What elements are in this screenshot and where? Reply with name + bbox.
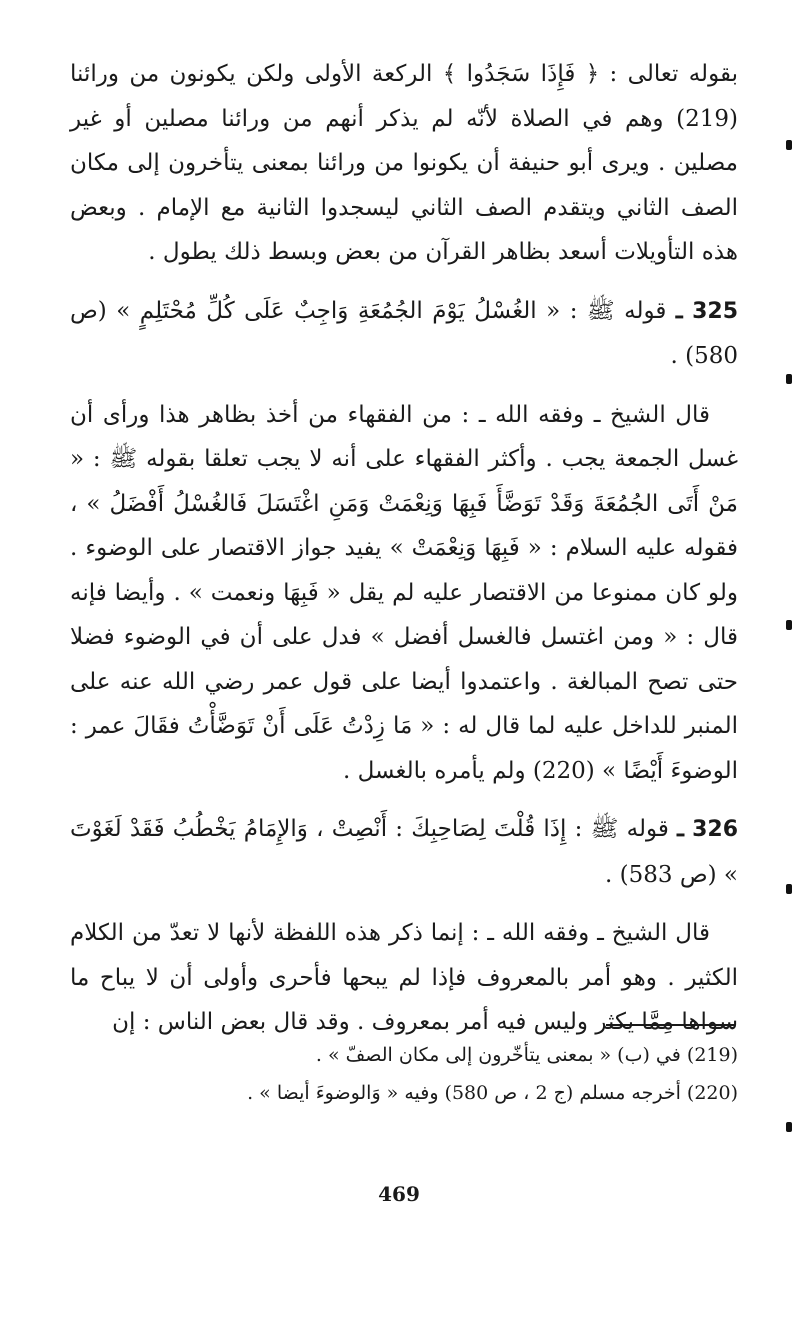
entry-number: 326 <box>692 817 739 842</box>
margin-mark <box>786 140 792 150</box>
margin-mark <box>786 620 792 630</box>
entry-dash: ـ <box>677 815 684 842</box>
hadith-entry-325 <box>70 289 738 379</box>
margin-mark <box>786 1122 792 1132</box>
margin-mark <box>786 374 792 384</box>
hadith-entry-text <box>70 807 738 897</box>
hadith-entry-text <box>70 289 738 379</box>
entry-number: 325 <box>692 298 739 324</box>
entry-dash: ـ <box>675 296 683 324</box>
margin-mark <box>786 884 792 894</box>
commentary-325 <box>70 393 738 794</box>
footnote-219: (219) في (ب) « بمعنى يتأخّرون إلى مكان الصفّ » . <box>315 1044 738 1066</box>
intro-paragraph: بقوله تعالى : ﴿ فَإِذَا سَجَدُوا ﴾ الركعة الأولى ولكن يكونون من ورائنا (219) وهم في الصلاة لأنّه لم يذكر أنهم من ورائنا مصلين أو غير مصلين . ويرى أبو حنيفة أن يكونوا من ورائنا بمعنى يتأخرون إلى مكان الصف الثاني ويتقدم الصف الثاني ليسجدوا الثانية مع الإمام . وبعض هذه التأويلات أسعد بظاهر القرآن من بعض وبسط ذلك يطول . <box>70 61 738 265</box>
page-body <box>70 52 738 1059</box>
page-number: 469 <box>378 1182 420 1206</box>
footnotes <box>70 1036 738 1112</box>
footnote-divider <box>606 1024 734 1026</box>
commentary-text: قال الشيخ ـ وفقه الله ـ : من الفقهاء من أخذ بظاهر هذا ورأى أن غسل الجمعة يجب . وأكثر الفقهاء على أنه لا يجب تعلقا بقوله ﷺ : « مَنْ أَتَى الجُمُعَةَ وَقَدْ تَوَضَّأَ فَبِهَا وَنِعْمَتْ وَمَنِ اغْتَسَلَ فَالغُسْلُ أَفْضَلُ » ، فقوله عليه السلام : « فَبِهَا وَنِعْمَتْ » يفيد جواز الاقتصار على الوضوء . ولو كان ممنوعا من الاقتصار عليه لم يقل « فَبِهَا ونعمت » . وأيضا فإنه قال : « ومن اغتسل فالغسل أفضل » فدل على أن في الوضوء فضلا حتى تصح المبالغة . واعتمدوا أيضا على قول عمر رضي الله عنه على المنبر للداخل عليه لما قال له : « مَا زِدْتُ عَلَى أَنْ تَوَضَّأْتُ فقَالَ عمر : الوضوءَ أَيْضًا » (220) ولم يأمره بالغسل . <box>70 401 738 784</box>
commentary-text: قال الشيخ ـ وفقه الله ـ : إنما ذكر هذه اللفظة لأنها لا تعدّ من الكلام الكثير . وهو أمر بالمعروف فإذا لم يبحها فأحرى وأولى أن لا يباح ما سواها مِمَّا يكثر وليس فيه أمر بمعروف . وقد قال بعض الناس : إن <box>70 920 738 1035</box>
entry-body: قوله ﷺ : إِذَا قُلْتَ لِصَاحِبِكَ : أَنْصِتْ ، وَالإِمَامُ يَخْطُبُ فَقَدْ لَغَوْتَ » (ص 583) . <box>70 816 738 888</box>
footnote-220: (220) أخرجه مسلم (ج 2 ، ص 580) وفيه « وَالوضوءَ أيضا » . <box>247 1082 738 1104</box>
entry-body: قوله ﷺ : « الغُسْلُ يَوْمَ الجُمُعَةِ وَاجِبٌ عَلَى كُلِّ مُحْتَلِمٍ » (ص 580) . <box>70 297 738 369</box>
hadith-entry-326 <box>70 807 738 897</box>
